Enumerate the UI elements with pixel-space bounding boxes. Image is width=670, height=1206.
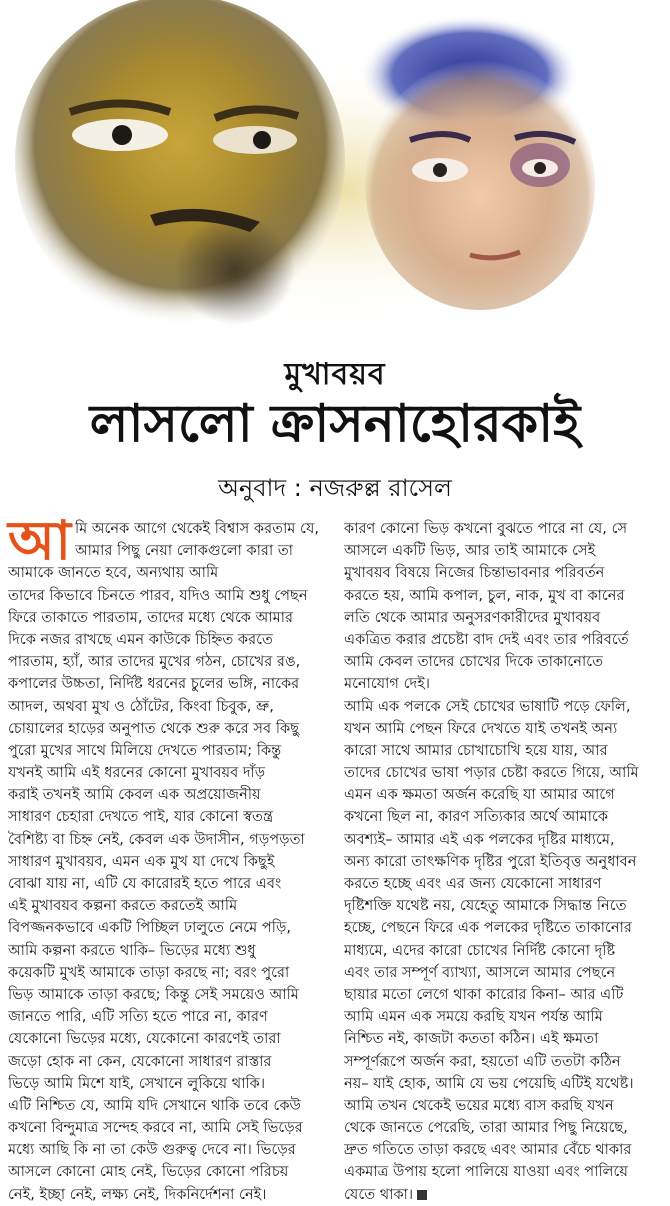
- text-line: এটি নিশ্চিত যে, আমি যদি সেখানে থাকি তবে কেউ: [8, 1096, 301, 1114]
- header-illustration: [0, 0, 670, 345]
- text-line: পুরো মুখের সাথে মিলিয়ে দেখতে পারতাম; কিন্তু: [8, 741, 282, 759]
- text-line: যখন আমি পেছন ফিরে দেখতে যাই তখনই অন্য: [344, 719, 618, 737]
- article-column-left: [8, 509, 333, 1206]
- text-line: আমার পিছু নেয়া লোকগুলো কারা তা: [75, 542, 294, 560]
- text-line: কখনো ছিল না, কারণ সত্যিকার অর্থে আমাকে: [344, 808, 609, 826]
- article-kicker: মুখাবয়ব: [284, 357, 386, 392]
- end-mark: [417, 1190, 427, 1200]
- text-line: করতে হয়, আমি কপাল, চুল, নাক, মুখ বা কানের: [344, 586, 625, 604]
- right-face: [365, 60, 595, 310]
- text-line: দৃষ্টিশক্তি যথেষ্ট নয়, যেহেতু আমাকে সিদ্ধান্ত নিতে: [344, 897, 627, 915]
- text-line: মনোযোগ দেই।: [344, 675, 431, 693]
- text-line: বিপজ্জনকভাবে একটি পিচ্ছিল ঢালুতে নেমে পড়ি,: [8, 919, 292, 937]
- text-line: নিশ্চিত নই, কাজটা কততা কঠিন। এই ক্ষমতা: [344, 1030, 599, 1048]
- text-line: ভিড় আমাকে তাড়া করছে; কিন্তু সেই সময়েও আমি: [8, 985, 299, 1003]
- text-line: সাধারণ মুখাবয়ব, এমন এক মুখ যা দেখে কিছুই: [8, 852, 275, 870]
- text-line: ছায়ার মতো লেগে থাকা কারোর কিনা– আর এটি: [344, 985, 624, 1003]
- text-line: ফিরে তাকাতে পারতাম, তাদের মধ্যে থেকে আমার: [8, 608, 294, 626]
- text-line: সম্পূর্ণরূপে অর্জন করা, হয়তো এটি ততটা কঠিন: [344, 1052, 621, 1070]
- text-line: ভিড়ে আমি মিশে যাই, সেখানে লুকিয়ে থাকি।: [8, 1074, 266, 1092]
- text-line: এই মুখাবয়ব কল্পনা করতে করতেই আমি: [8, 897, 238, 915]
- text-line: লতি থেকে আমার অনুসরণকারীদের মুখাবয়ব: [344, 608, 601, 626]
- text-line: সাধারণ চেহারা দেখতে পাই, যার কোনো স্বতন্ত্র: [8, 808, 274, 826]
- text-line: কারণ কোনো ভিড় কখনো বুঝতে পারে না যে, সে: [344, 520, 628, 537]
- text-line: যখনই আমি এই ধরনের কোনো মুখাবয়ব দাঁড়: [8, 764, 266, 782]
- text-line: যেকোনো ভিড়ের মধ্যে, যেকোনো কারণেই তারা: [8, 1030, 281, 1048]
- text-line: থেকে জানতে পেরেছি, তারা আমার পিছু নিয়েছে,: [344, 1119, 628, 1137]
- text-line: মি অনেক আগে থেকেই বিশ্বাস করতাম যে,: [75, 520, 320, 537]
- text-line: আমি কল্পনা করতে থাকি– ভিড়ের মধ্যে শুধু: [8, 941, 256, 959]
- text-line: করাই তখনই আমি কেবল এক অপ্রয়োজনীয়: [8, 786, 261, 804]
- text-line: পারতাম, হ্যাঁ, আর তাদের মুখের গঠন, চোখের রঙ,: [8, 653, 301, 671]
- text-line: একত্রিত করার প্রচেষ্টা বাদ দেই এবং তার পরিবর্তে: [344, 630, 629, 648]
- text-line: হচ্ছে, পেছনে ফিরে এক পলকের দৃষ্টিতে তাকানোর: [344, 919, 632, 937]
- text-line: আমি এক পলকে সেই চোখের ভাষাটি পড়ে ফেলি,: [344, 697, 631, 715]
- text-line: এমন এক ক্ষমতা অর্জন করেছি যা আমার আগে: [344, 786, 615, 804]
- text-line: আসলে একটি ভিড়, আর তাই আমাকে সেই: [344, 542, 596, 560]
- text-line: এবং তার সম্পূর্ণ ব্যাখ্যা, আসলে আমার পেছনে: [344, 963, 616, 981]
- text-line: জানতে পারি, এটি সত্যি হতে পারে না, কারণ: [8, 1008, 268, 1026]
- paragraph: [344, 518, 662, 696]
- left-column-body: [8, 585, 333, 1206]
- text-line: জড়ো হোক না কেন, যেকোনো সাধারণ রাস্তার: [8, 1052, 272, 1070]
- article-column-right: [344, 518, 662, 1206]
- text-line: মাধ্যমে, এদের কারো চোখের নির্দিষ্ট কোনো দৃষ্টি: [344, 941, 616, 959]
- text-line: চোয়ালের হাড়ের অনুপাত থেকে শুরু করে সব কিছু: [8, 719, 300, 737]
- text-line: দিকে নজর রাখছে এমন কাউকে চিহ্নিত করতে: [8, 630, 273, 648]
- drop-cap: আ: [8, 509, 71, 572]
- text-line: কপালের উচ্চতা, নির্দিষ্ট ধরনের চুলের ভঙ্গি, নাকের: [8, 675, 300, 693]
- text-line: তাদের চোখের ভাষা পড়ার চেষ্টা করতে গিয়ে, আমি: [344, 764, 639, 782]
- text-line: যেতে থাকা।: [344, 1184, 662, 1206]
- text-line: তাদের কিভাবে চিনতে পারব, যদিও আমি শুধু পেছন: [8, 586, 308, 604]
- article-title: লাসলো ক্রাসনাহোরকাই: [89, 394, 581, 454]
- text-line: বৈশিষ্ট্য বা চিহ্ন নেই, কেবল এক উদাসীন, গড়পড়তা: [8, 830, 305, 848]
- text-line: আমি তখন থেকেই ভয়ের মধ্যে বাস করছি যখন: [344, 1096, 614, 1114]
- text-line: বোঝা যায় না, এটি যে কারোরই হতে পারে এবং: [8, 875, 282, 892]
- text-line: আমাকে জানতে হবে, অন্যথায় আমি: [8, 564, 219, 582]
- text-line: আমি এমন এক সময়ে করছি যখন পর্যন্ত আমি: [344, 1008, 603, 1026]
- text-line: মুখাবয়ব বিষয়ে নিজের চিন্তাভাবনার পরিবর্তন: [344, 564, 605, 582]
- text-line: মধ্যে আছি কি না তা কেউ গুরুত্ব দেবে না। ভিড়ের: [8, 1141, 296, 1159]
- text-line: কয়েকটি মুখই আমাকে তাড়া করছে না; বরং পুরো: [8, 963, 290, 981]
- text-line: নেই, ইচ্ছা নেই, লক্ষ্য নেই, দিকনির্দেশনা নেই।: [8, 1185, 267, 1203]
- text-line: একমাত্র উপায় হলো পালিয়ে যাওয়া এবং পালিয়ে: [344, 1163, 628, 1181]
- text-line: অন্য কারো তাৎক্ষণিক দৃষ্টির পুরো ইতিবৃত্ত অনুধাবন: [344, 852, 637, 870]
- text-line: অবশ্যই– আমার এই এক পলকের দৃষ্টির মাধ্যমে,: [344, 830, 615, 848]
- text-line: আসলে কোনো মোহ নেই, ভিড়ের কোনো পরিচয়: [8, 1163, 289, 1181]
- paragraph: [344, 696, 662, 1095]
- text-line: দ্রুত গতিতে তাড়া করছে এবং আমার বেঁচে থাকার: [344, 1141, 632, 1159]
- text-line: আদল, অথবা মুখ ও ঠোঁটের, কিংবা চিবুক, ভ্রু,: [8, 697, 274, 715]
- text-line: কখনো বিন্দুমাত্র সন্দেহ করবে না, আমি সেই ভিড়ের: [8, 1119, 303, 1137]
- text-line: কারো সাথে আমার চোখাচোখি হয়ে যায়, আর: [344, 741, 608, 759]
- text-line: আমি কেবল তাদের চোখের দিকে তাকানোতে: [344, 653, 604, 671]
- text-line: করতে হচ্ছে এবং এর জন্য যেকোনো সাধারণ: [344, 875, 602, 892]
- article-byline: অনুবাদ : নজরুল্ল রাসেল: [218, 474, 452, 502]
- text-line: নয়– যাই হোক, আমি যে ভয় পেয়েছি এটিই যথেষ্ট।: [344, 1074, 634, 1092]
- paragraph: [344, 1095, 662, 1206]
